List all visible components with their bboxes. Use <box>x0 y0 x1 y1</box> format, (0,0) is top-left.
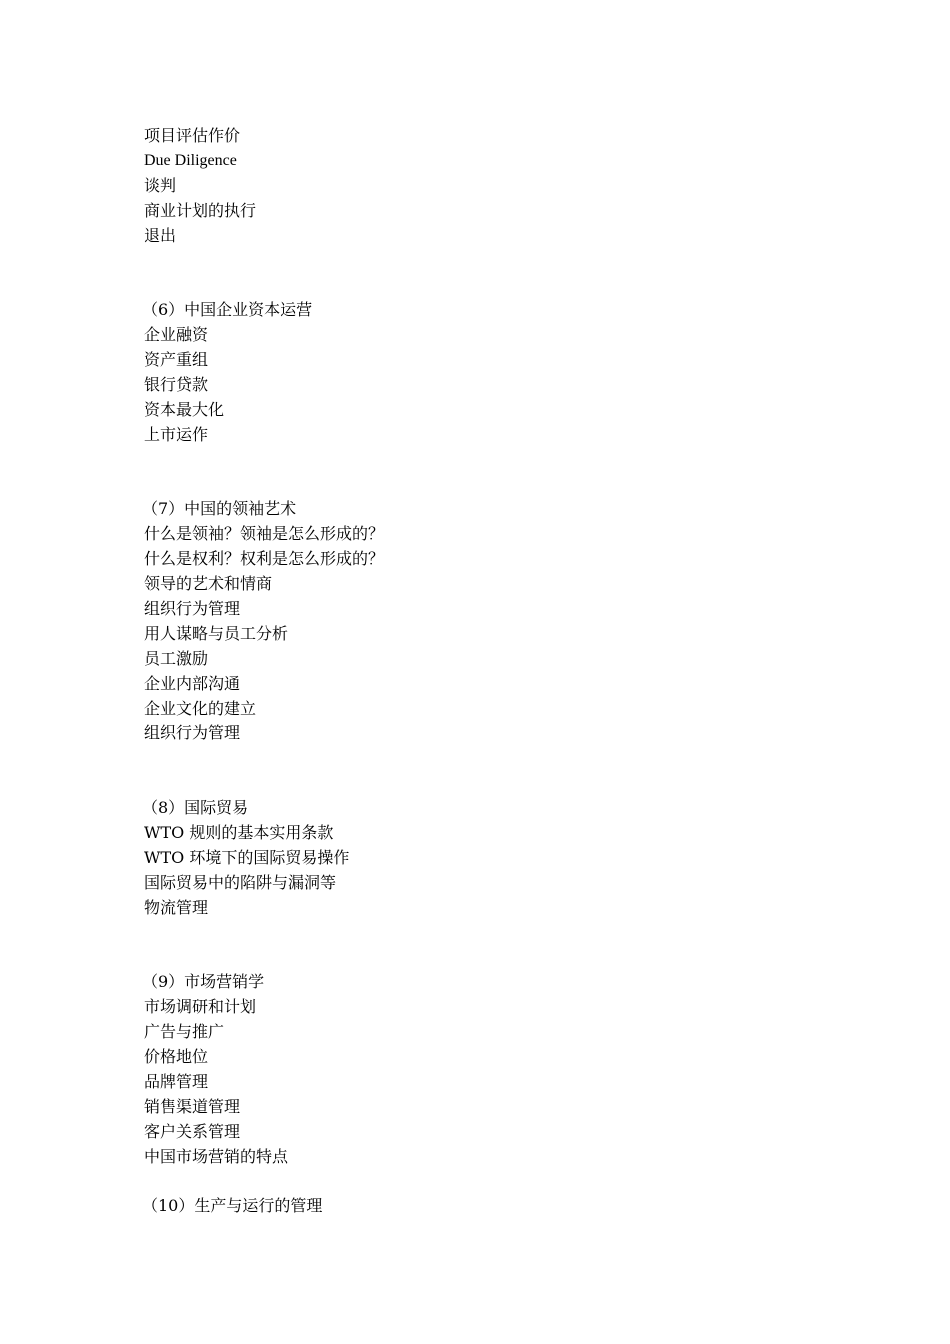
list-item: 组织行为管理 <box>144 723 241 743</box>
list-item: 市场调研和计划 <box>144 997 257 1017</box>
list-item: 价格地位 <box>144 1047 209 1067</box>
list-item: 资本最大化 <box>144 399 225 419</box>
section-spacer <box>144 1169 804 1194</box>
list-item: 资产重组 <box>144 350 209 370</box>
section-7 <box>144 497 804 746</box>
section-spacer <box>144 448 804 498</box>
list-item: 银行贷款 <box>144 374 209 394</box>
section-9 <box>144 970 804 1169</box>
list-item: WTO 环境下的国际贸易操作 <box>144 847 350 867</box>
section-heading: （7）中国的领袖艺术 <box>142 499 297 519</box>
list-item: 企业文化的建立 <box>144 698 257 718</box>
section-heading: （9）市场营销学 <box>142 972 265 992</box>
intro-list <box>144 124 804 248</box>
list-item: 上市运作 <box>144 424 209 444</box>
section-8 <box>144 796 804 920</box>
list-item: Due Diligence <box>144 151 237 169</box>
list-item: 项目评估作价 <box>144 126 241 145</box>
section-heading: （10）生产与运行的管理 <box>142 1196 323 1216</box>
list-item: 广告与推广 <box>144 1022 225 1042</box>
section-heading: （8）国际贸易 <box>142 798 249 818</box>
list-item: 中国市场营销的特点 <box>144 1146 289 1166</box>
section-spacer <box>144 921 804 971</box>
list-item: 企业融资 <box>144 325 209 345</box>
list-item: 员工激励 <box>144 648 209 668</box>
section-spacer <box>144 248 804 298</box>
list-item: 什么是权利？权利是怎么形成的？ <box>144 549 385 569</box>
list-item: 销售渠道管理 <box>144 1096 241 1116</box>
list-item: 领导的艺术和情商 <box>144 574 273 594</box>
section-heading: （6）中国企业资本运营 <box>142 300 313 320</box>
document-body <box>144 124 804 1219</box>
list-item: 用人谋略与员工分析 <box>144 623 289 643</box>
list-item: 客户关系管理 <box>144 1121 241 1141</box>
list-item: 谈判 <box>144 175 177 195</box>
list-item: 国际贸易中的陷阱与漏洞等 <box>144 872 337 892</box>
list-item: 企业内部沟通 <box>144 673 241 693</box>
list-item: 组织行为管理 <box>144 598 241 618</box>
list-item: 什么是领袖？领袖是怎么形成的？ <box>144 524 385 544</box>
list-item: 物流管理 <box>144 897 209 917</box>
list-item: 商业计划的执行 <box>144 200 257 220</box>
list-item: 品牌管理 <box>144 1071 209 1091</box>
section-10 <box>144 1194 804 1219</box>
section-spacer <box>144 746 804 796</box>
list-item: 退出 <box>144 225 177 245</box>
section-6 <box>144 298 804 447</box>
list-item: WTO 规则的基本实用条款 <box>144 822 334 842</box>
